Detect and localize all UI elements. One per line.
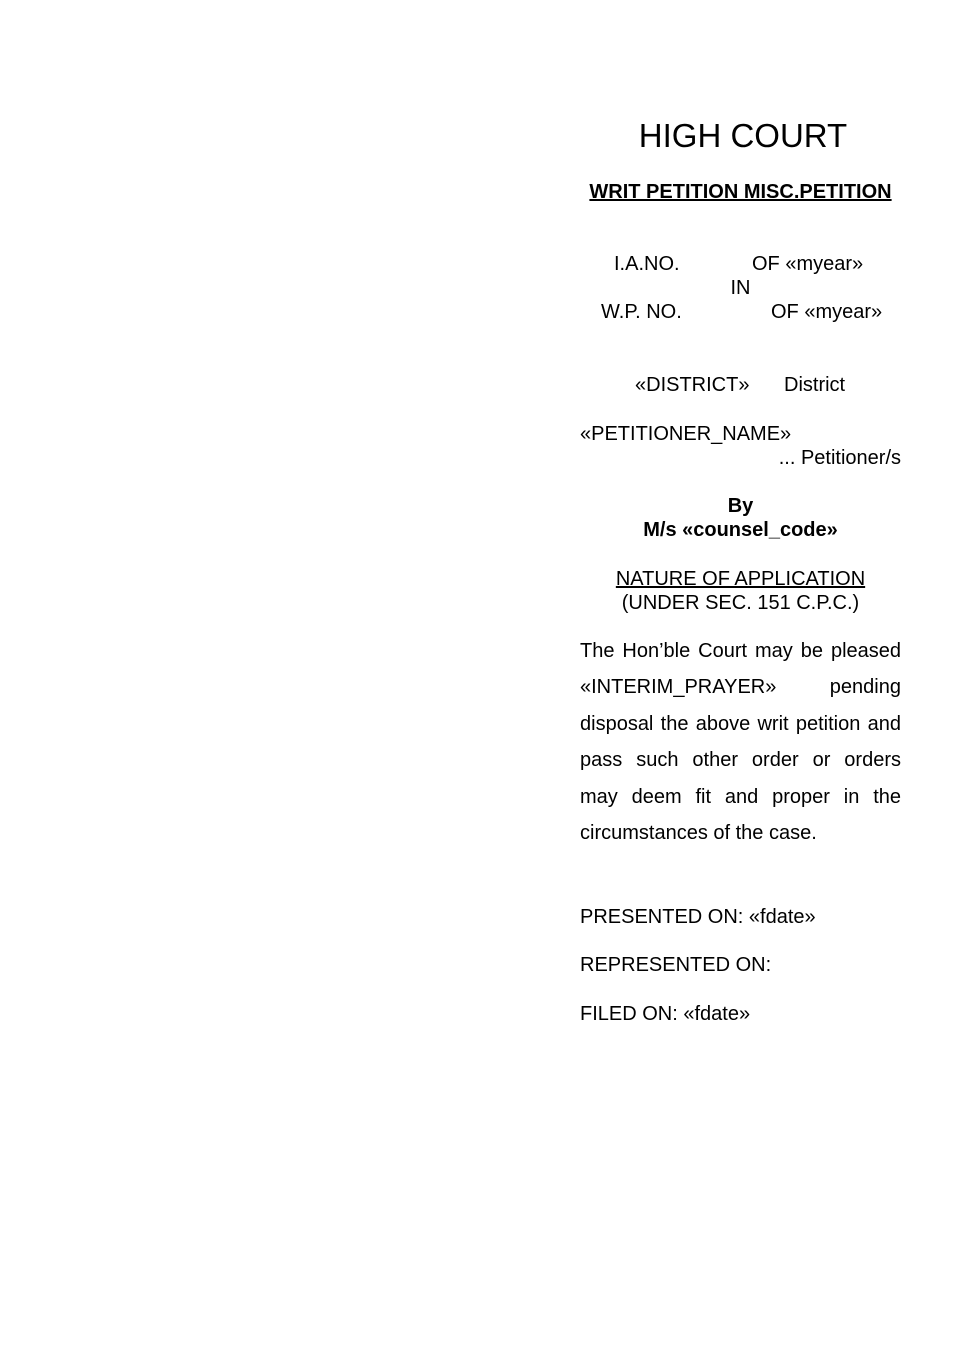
district-label: District (784, 374, 846, 396)
ia-year: OF «myear» (752, 253, 864, 275)
counsel-by: By (727, 495, 754, 517)
filed-on: FILED ON: «fdate» (580, 1003, 751, 1025)
court-title: HIGH COURT (638, 117, 848, 154)
ia-number-line (580, 252, 901, 276)
petitioner-role: ... Petitioner/s (778, 447, 901, 469)
application-heading-text: NATURE OF APPLICATION (615, 568, 866, 590)
in-label: IN (730, 277, 751, 299)
district-placeholder: «DISTRICT» (635, 374, 750, 396)
counsel-name: M/s «counsel_code» (643, 519, 838, 541)
represented-on: REPRESENTED ON: (580, 954, 772, 976)
ia-number-label: I.A.NO. (614, 253, 680, 275)
wp-number-label: W.P. NO. (601, 301, 682, 323)
petition-type-heading: WRIT PETITION MISC.PETITION (589, 181, 892, 203)
application-heading (580, 567, 901, 591)
presented-on: PRESENTED ON: «fdate» (580, 906, 816, 928)
district-line (580, 373, 901, 397)
petitioner-name: «PETITIONER_NAME» (580, 423, 792, 445)
wp-number-line (580, 300, 901, 324)
prayer-paragraph: The Hon’ble Court may be pleased «INTERIM_PRAYER» pending disposal the above writ petition and pass such other order or orders may deem fit and proper in the circumstances of the case. (580, 640, 901, 845)
wp-year: OF «myear» (771, 301, 883, 323)
application-section: (UNDER SEC. 151 C.P.C.) (621, 592, 860, 614)
